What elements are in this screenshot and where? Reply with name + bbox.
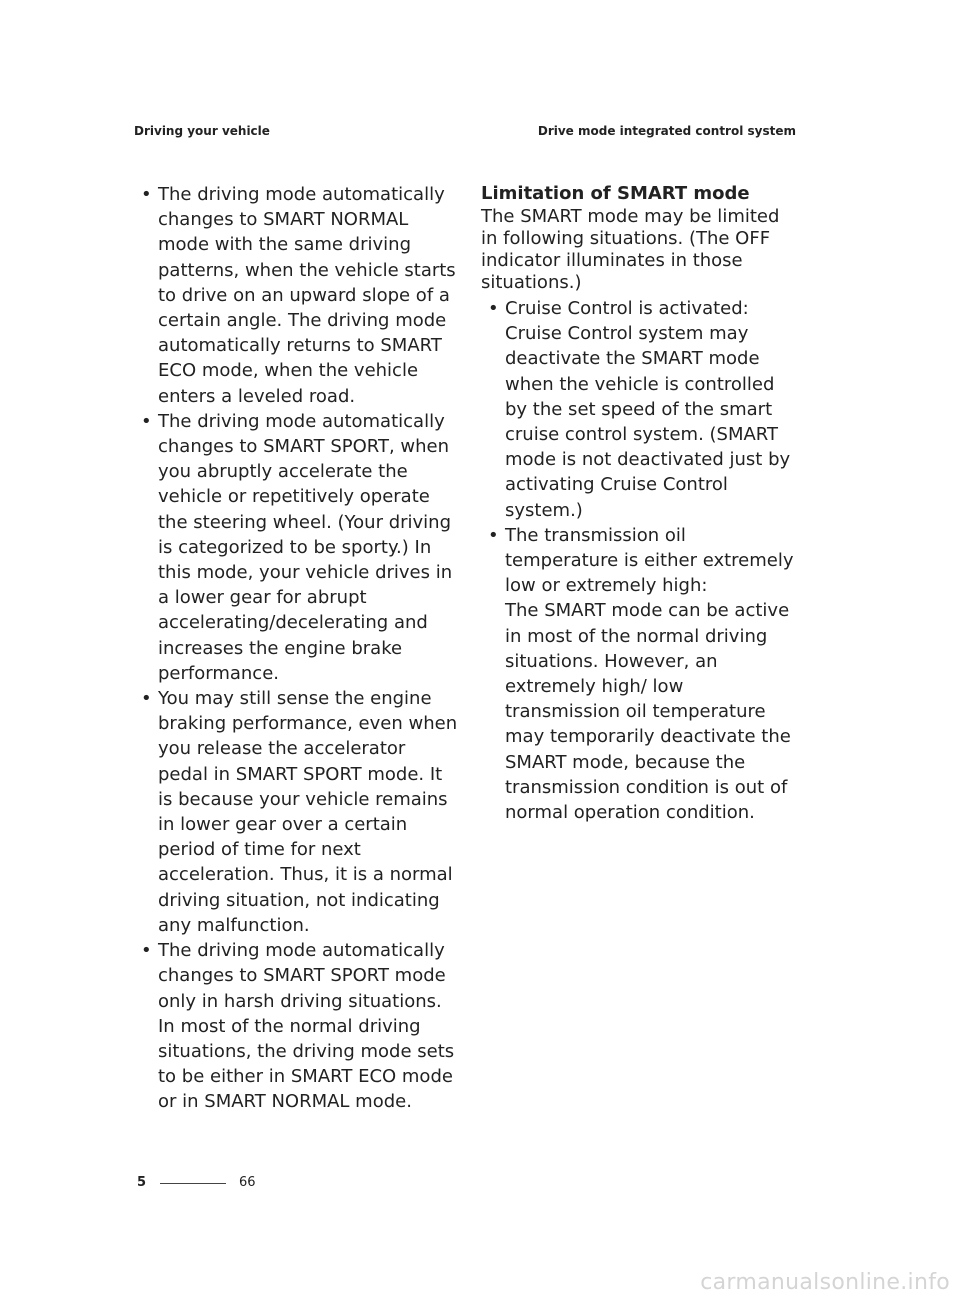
right-column (481, 182, 801, 825)
bullet-icon: • (488, 524, 499, 546)
section-intro: The SMART mode may be limited in following situations. (The OFF indicator illuminates in those situations.) (481, 206, 780, 293)
bullet-text: The driving mode automatically changes to SMART NORMAL mode with the same driving patterns, when the vehicle starts to drive on an upward slope of a certain angle. The driving mode automatically returns to SMART ECO mode, when the vehicle enters a leveled road. (158, 184, 456, 407)
footer-divider (160, 1183, 226, 1184)
bullet-item-harsh-driving (134, 938, 460, 1114)
section-heading: Limitation of SMART mode (481, 183, 750, 204)
bullet-icon: • (488, 298, 499, 319)
left-column (134, 182, 460, 1115)
bullet-icon: • (141, 184, 152, 205)
watermark: carmanualsonline.info (700, 1270, 950, 1295)
running-header-section: Driving your vehicle (134, 124, 270, 138)
bullet-text: The driving mode automatically changes to SMART SPORT mode only in harsh driving situations. In most of the normal driving situations, the driving mode sets to be either in SMART ECO mode or in SMART NORMAL mode. (158, 940, 455, 1113)
limitation-item-oil-temperature (481, 523, 801, 825)
left-bullet-list (134, 182, 460, 1115)
bullet-text: The driving mode automatically changes to SMART SPORT, when you abruptly accelerate the vehicle or repetitively operate the steering wheel. (Your driving is categorized to be sporty.) In this mode, your vehicle drives in a lower gear for abrupt accelerating/decelerating and increases the engine brake performance. (158, 410, 453, 684)
limitation-body: The SMART mode can be active in most of the normal driving situations. However, an extremely high/ low transmission oil temperature may temporarily deactivate the SMART mode, because the transmission condition is out of normal operation condition. (505, 600, 791, 824)
limitation-item-cruise-control (481, 296, 801, 523)
bullet-icon: • (141, 940, 152, 962)
footer-page-number: 66 (239, 1175, 256, 1190)
bullet-icon: • (141, 410, 152, 432)
bullet-item-sport-acceleration (134, 409, 460, 686)
limitation-title: The transmission oil temperature is either extremely low or extremely high: (505, 524, 794, 597)
limitation-bullet-list (481, 296, 801, 825)
bullet-item-slope (134, 182, 460, 409)
bullet-text: You may still sense the engine braking performance, even when you release the accelerator pedal in SMART SPORT mode. It is because your vehicle remains in lower gear over a certain period of time for next acceleration. Thus, it is a normal driving situation, not indicating any malfunction. (158, 688, 458, 936)
bullet-item-engine-braking (134, 686, 460, 938)
footer-chapter-number: 5 (137, 1175, 147, 1190)
limitation-body: Cruise Control system may deactivate the SMART mode when the vehicle is controlled by the set speed of the smart cruise control system. (SMART mode is not deactivated just by activating Cruise Control system.) (505, 323, 791, 521)
bullet-icon: • (141, 688, 152, 710)
limitation-title: Cruise Control is activated: (505, 298, 749, 319)
running-header-topic: Drive mode integrated control system (537, 124, 796, 138)
